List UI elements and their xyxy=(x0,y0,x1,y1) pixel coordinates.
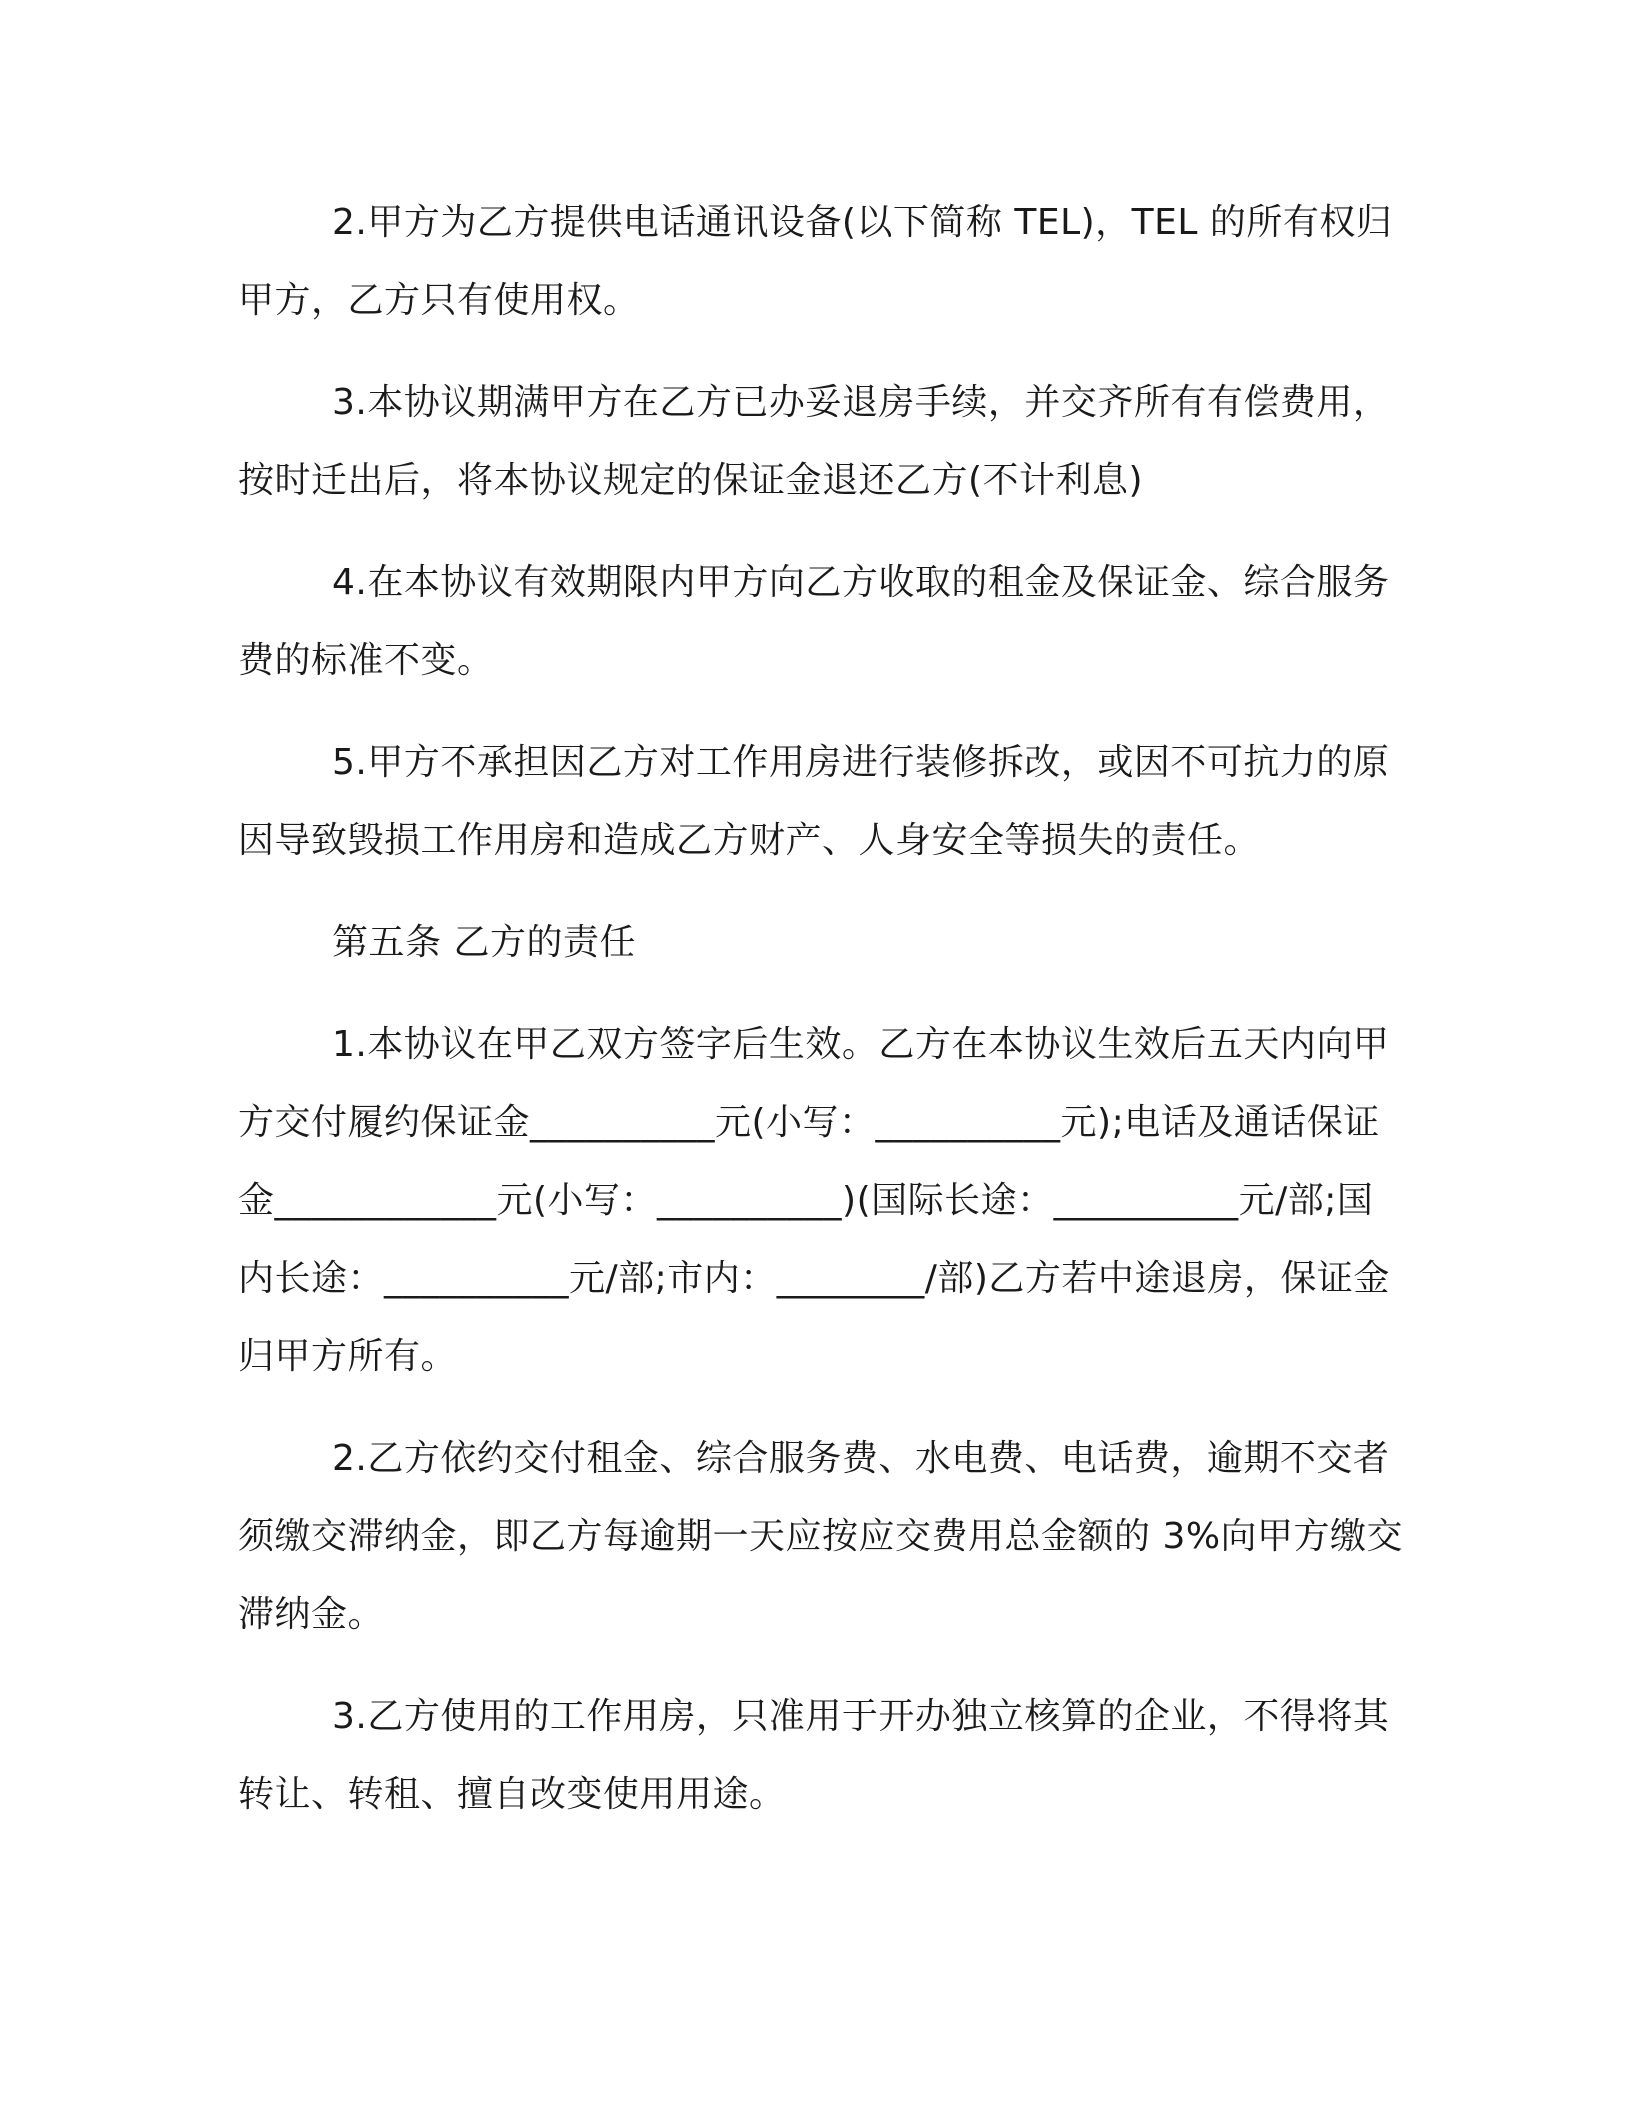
party-b-clause-2: 2.乙方依约交付租金、综合服务费、水电费、电话费，逾期不交者须缴交滞纳金，即乙方每逾期一天应按应交费用总金额的 3%向甲方缴交滞纳金。 xyxy=(238,1438,1404,1635)
clause-paragraph-2: 2.甲方为乙方提供电话通讯设备(以下简称 TEL)，TEL 的所有权归甲方，乙方只有使用权。 xyxy=(238,202,1393,321)
clause-paragraph-3: 3.本协议期满甲方在乙方已办妥退房手续，并交齐所有有偿费用，按时迁出后，将本协议规定的保证金退还乙方(不计利息) xyxy=(238,382,1390,501)
section-heading: 第五条 乙方的责任 xyxy=(332,922,636,963)
party-b-clause-3: 3.乙方使用的工作用房，只准用于开办独立核算的企业，不得将其转让、转租、擅自改变使用用途。 xyxy=(238,1696,1390,1815)
party-b-clause-1: 1.本协议在甲乙双方签字后生效。乙方在本协议生效后五天内向甲方交付履约保证金__________元(小写：__________元);电话及通话保证金____________元(小写：__________)(国际长途：__________元/部;国内长途：__________元/部;市内：________/部)乙方若中途退房，保证金归甲方所有。 xyxy=(238,1024,1390,1377)
clause-paragraph-4: 4.在本协议有效期限内甲方向乙方收取的租金及保证金、综合服务费的标准不变。 xyxy=(238,562,1390,681)
clause-paragraph-5: 5.甲方不承担因乙方对工作用房进行装修拆改，或因不可抗力的原因导致毁损工作用房和造成乙方财产、人身安全等损失的责任。 xyxy=(238,742,1390,861)
document-body xyxy=(238,184,1408,1858)
